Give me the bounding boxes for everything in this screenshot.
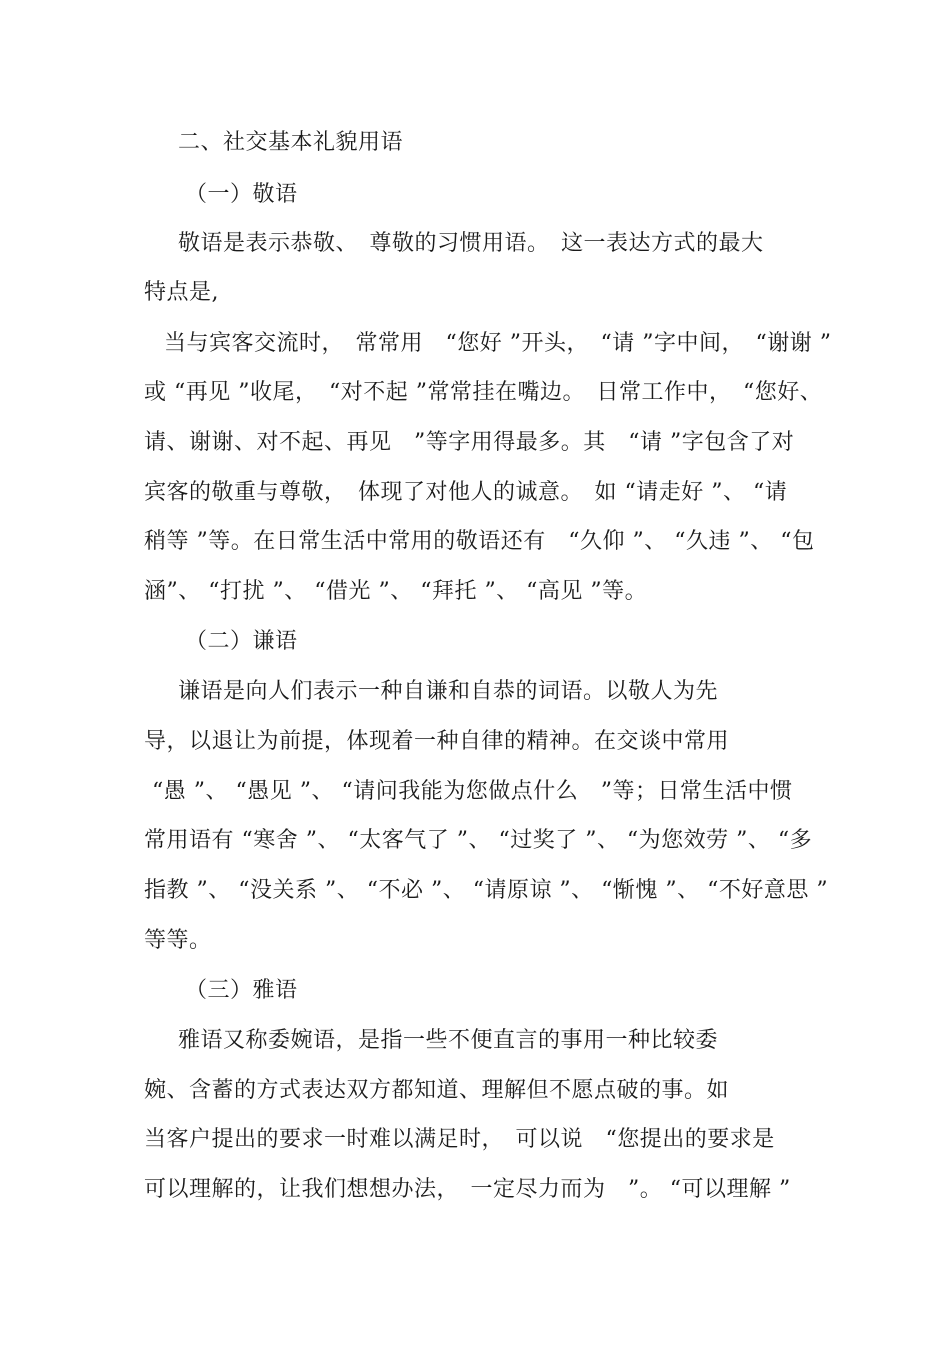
- paragraph-line: 或 “再见 ”收尾， “对不起 ”常常挂在嘴边。 日常工作中， “您好、: [144, 380, 823, 405]
- paragraph-line: 稍等 ”等。在日常生活中常用的敬语还有 “久仰 ”、 “久违 ”、 “包: [144, 529, 815, 554]
- paragraph-line: 当与宾客交流时， 常常用 “您好 ”开头， “请 ”字中间， “谢谢 ”: [164, 331, 832, 356]
- paragraph-line: 当客户提出的要求一时难以满足时， 可以说 “您提出的要求是: [144, 1127, 775, 1152]
- subsection-heading-honorifics: （一）敬语: [185, 182, 298, 207]
- paragraph-line: 雅语又称委婉语，是指一些不便直言的事用一种比较委: [178, 1028, 719, 1053]
- subsection-heading-euphemism: （三）雅语: [185, 978, 298, 1003]
- paragraph-line: 谦语是向人们表示一种自谦和自恭的词语。以敬人为先: [178, 679, 719, 704]
- paragraph-line: 涵”、 “打扰 ”、 “借光 ”、 “拜托 ”、 “高见 ”等。: [144, 579, 648, 604]
- paragraph-line: 指教 ”、 “没关系 ”、 “不必 ”、 “请原谅 ”、 “惭愧 ”、 “不好意思 ”: [144, 878, 829, 903]
- paragraph-line: 宾客的敬重与尊敬， 体现了对他人的诚意。 如 “请走好 ”、 “请: [144, 480, 788, 505]
- paragraph-line: 请、谢谢、对不起、再见 ”等字用得最多。其 “请 ”字包含了对: [144, 430, 795, 455]
- paragraph-line: 婉、含蓄的方式表达双方都知道、理解但不愿点破的事。如: [144, 1078, 730, 1103]
- section-heading: 二、社交基本礼貌用语: [178, 130, 404, 155]
- paragraph-line: 特点是,: [144, 280, 219, 305]
- paragraph-line: 敬语是表示恭敬、 尊敬的习惯用语。 这一表达方式的最大: [178, 231, 764, 256]
- paragraph-line: 导，以退让为前提，体现着一种自律的精神。在交谈中常用: [144, 729, 730, 754]
- paragraph-line: 等等。: [144, 928, 212, 953]
- paragraph-line: 常用语有 “寒舍 ”、 “太客气了 ”、 “过奖了 ”、 “为您效劳 ”、 “多: [144, 828, 813, 853]
- subsection-heading-humble: （二）谦语: [185, 629, 298, 654]
- paragraph-line: 可以理解的，让我们想想办法， 一定尽力而为 ”。 “可以理解 ”: [144, 1177, 791, 1202]
- paragraph-line: “愚 ”、 “愚见 ”、 “请问我能为您做点什么 ”等；日常生活中惯: [152, 779, 793, 804]
